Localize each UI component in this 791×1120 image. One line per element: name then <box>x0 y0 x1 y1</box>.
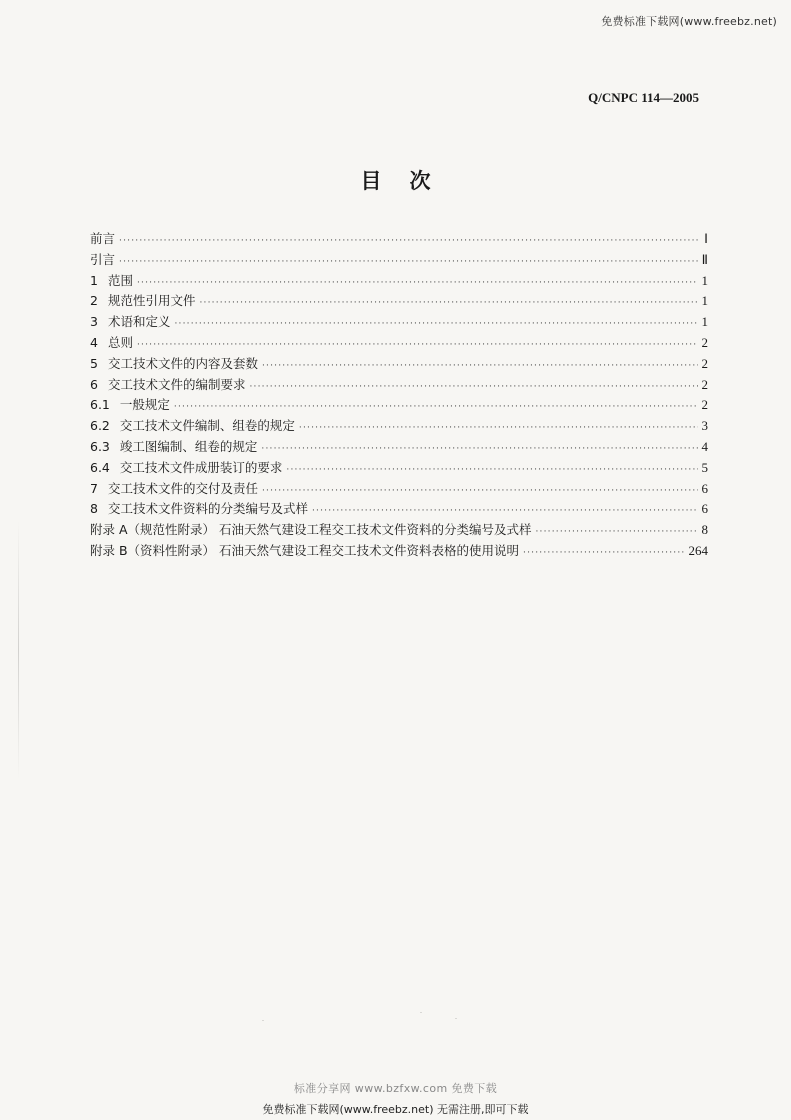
toc-entry-label: 前言 <box>90 231 116 246</box>
toc-dot-leader <box>262 481 698 502</box>
toc-entry-7[interactable] <box>90 479 708 500</box>
toc-entry-label: 规范性引用文件 <box>107 293 196 309</box>
toc-entry-label: 交工技术文件成册装订的要求 <box>119 459 283 475</box>
toc-section-number: 5 <box>90 355 98 371</box>
toc-dot-leader <box>299 418 698 439</box>
toc-entry-8[interactable] <box>90 499 708 520</box>
toc-entry-3[interactable] <box>90 312 708 333</box>
toc-entry-6[interactable] <box>90 375 708 396</box>
scan-speck <box>262 1020 264 1021</box>
toc-page-number: 5 <box>701 459 708 475</box>
toc-entry-2[interactable] <box>90 291 708 312</box>
toc-dot-leader <box>137 273 698 294</box>
toc-dot-leader <box>286 460 697 481</box>
toc-entry-5[interactable] <box>90 354 708 375</box>
toc-dot-leader <box>199 293 697 314</box>
toc-section-number: 7 <box>90 480 98 496</box>
toc-entry-label: 总则 <box>107 334 133 350</box>
toc-page-number: 6 <box>701 501 708 517</box>
toc-entry-label: 范围 <box>107 272 133 288</box>
toc-dot-leader <box>523 543 684 564</box>
toc-section-number: 6.2 <box>90 418 110 434</box>
watermark-top: 免费标准下载网(www.freebz.net) <box>601 15 777 28</box>
watermark-bottom-share: 标准分享网 www.bzfxw.com 免费下载 <box>293 1082 498 1095</box>
toc-entry-foreword[interactable] <box>90 229 708 250</box>
toc-entry-appendix-a[interactable] <box>90 520 708 541</box>
toc-dot-leader <box>536 522 698 543</box>
toc-entry-label: 引言 <box>90 251 116 267</box>
toc-page-number: 2 <box>701 355 708 371</box>
toc-dot-leader <box>249 377 697 398</box>
toc-dot-leader <box>174 314 697 335</box>
toc-section-number: 6.4 <box>90 459 110 475</box>
standard-code: Q/CNPC 114—2005 <box>588 90 699 105</box>
toc-page-number: 1 <box>701 293 708 309</box>
toc-page-number: 3 <box>701 418 708 434</box>
toc-dot-leader <box>119 231 700 252</box>
toc-title: 目次 <box>360 169 459 193</box>
toc-dot-leader <box>261 439 697 460</box>
toc-entry-label: 交工技术文件的编制要求 <box>107 376 246 392</box>
toc-entry-6-1[interactable] <box>90 395 708 416</box>
toc-section-number: 4 <box>90 334 98 350</box>
toc-entry-label: 交工技术文件资料的分类编号及式样 <box>107 501 308 517</box>
toc-page-number: 1 <box>701 272 708 288</box>
toc-entry-label: 附录 A（规范性附录） 石油天然气建设工程交工技术文件资料的分类编号及式样 <box>90 522 532 538</box>
toc-entry-6-3[interactable] <box>90 437 708 458</box>
toc-page-number: 6 <box>701 480 708 496</box>
toc-page-number: Ⅱ <box>701 251 708 267</box>
toc-entry-label: 交工技术文件的内容及套数 <box>107 355 258 371</box>
toc-section-number: 2 <box>90 293 98 309</box>
toc-page-number: 8 <box>701 522 708 538</box>
toc-page-number: 264 <box>688 542 708 558</box>
toc-section-number: 8 <box>90 501 98 517</box>
toc-dot-leader <box>262 356 698 377</box>
toc-page-number: 1 <box>701 314 708 330</box>
toc-entry-label: 一般规定 <box>119 397 170 413</box>
toc-entry-6-2[interactable] <box>90 416 708 437</box>
table-of-contents <box>90 229 708 562</box>
toc-dot-leader <box>174 397 698 418</box>
toc-entry-label: 交工技术文件的交付及责任 <box>107 480 258 496</box>
toc-page-number: 2 <box>701 334 708 350</box>
toc-page-number: 4 <box>701 438 708 454</box>
toc-entry-6-4[interactable] <box>90 458 708 479</box>
toc-entry-1[interactable] <box>90 271 708 292</box>
toc-entry-appendix-b[interactable] <box>90 541 708 562</box>
toc-entry-label: 竣工图编制、组卷的规定 <box>119 438 258 454</box>
toc-page-number: 2 <box>701 397 708 413</box>
toc-page-number: Ⅰ <box>704 231 708 246</box>
scan-speck <box>420 1012 422 1013</box>
toc-section-number: 1 <box>90 272 98 288</box>
toc-dot-leader <box>137 335 698 356</box>
toc-section-number: 3 <box>90 314 98 330</box>
toc-section-number: 6 <box>90 376 98 392</box>
toc-dot-leader <box>119 252 698 273</box>
watermark-bottom-download: 免费标准下载网(www.freebz.net) 无需注册,即可下载 <box>262 1103 529 1116</box>
scan-speck <box>455 1018 457 1019</box>
toc-entry-label: 交工技术文件编制、组卷的规定 <box>119 418 295 434</box>
toc-dot-leader <box>312 501 698 522</box>
scan-edge-shadow <box>18 520 19 780</box>
toc-section-number: 6.1 <box>90 397 110 413</box>
toc-entry-label: 附录 B（资料性附录） 石油天然气建设工程交工技术文件资料表格的使用说明 <box>90 542 520 558</box>
toc-entry-4[interactable] <box>90 333 708 354</box>
toc-entry-label: 术语和定义 <box>107 314 171 330</box>
toc-page-number: 2 <box>701 376 708 392</box>
toc-section-number: 6.3 <box>90 438 110 454</box>
toc-entry-introduction[interactable] <box>90 250 708 271</box>
